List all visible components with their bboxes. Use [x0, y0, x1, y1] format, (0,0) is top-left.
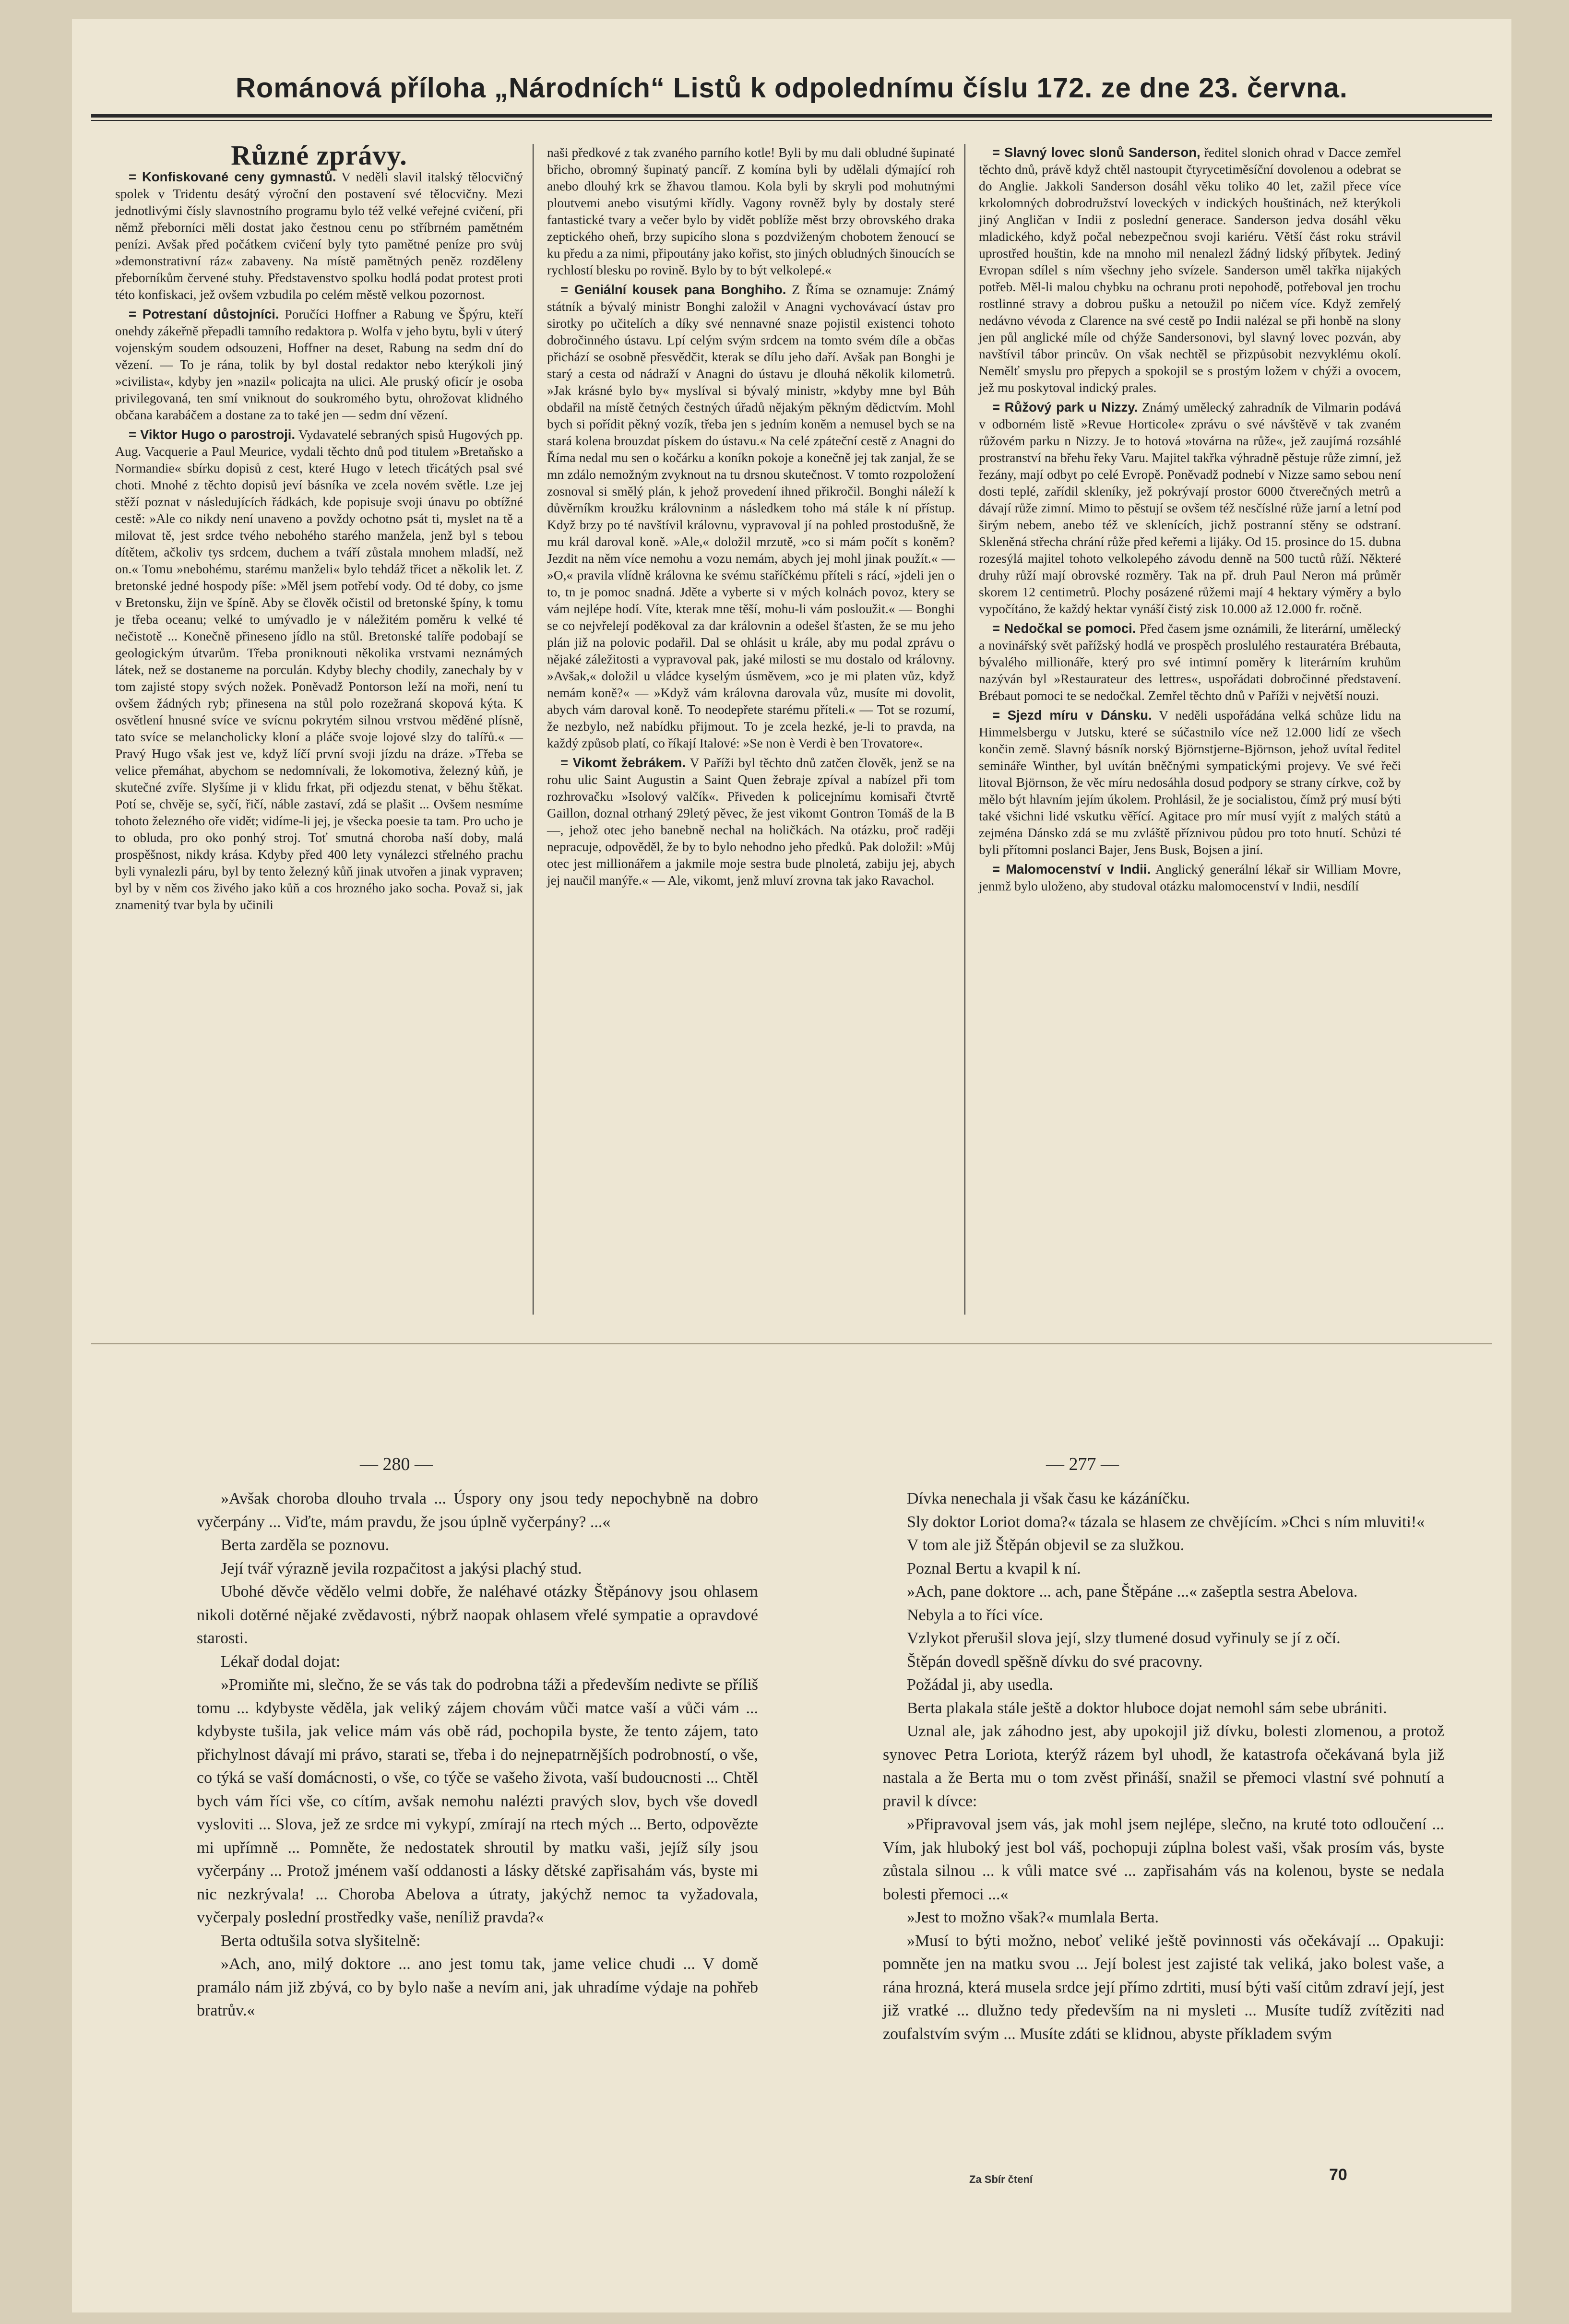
novel-paragraph: »Ach, ano, milý doktore ... ano jest tomu tak, jame velice chudi ... V domě pramálo nám již zbývá, co by bylo naše a nevím ani, jak uhradíme výdaje na pohřeb bratrův.« [197, 1955, 758, 2019]
novel-paragraph: Berta plakala stále ještě a doktor hluboce dojat nemohl sám sebe ubrániti. [907, 1699, 1387, 1717]
article-text: V neděli slavil italský tělocvičný spolek v Tridentu desátý výroční den postavení své tělocvičny. Mezi jednotlivými čísly slavnostního programu bylo též velké veřejné cvičení, při němž přeborníci měli dostat jako čestnou cenu po stříbrném pamětném penízi. Avšak před počátkem cvičení byly tyto pamětné peníze pro svůj »demonstrativní ráz« zabaveny. Na místě pamětných peněz rozděleny přeborníkům červené stuhy. Představenstvo spolku hodlá podat protest proti této konfiskaci, jež ovšem vzbudila po celém městě velkou pozornost. [115, 169, 523, 302]
article-bonghi [547, 281, 955, 751]
novel-paragraph: Berta zarděla se poznovu. [221, 1536, 390, 1554]
novel-paragraph: »Promiňte mi, slečno, že se vás tak do podrobna táži a především nedivte se příliš tomu ... kdybyste věděla, jak veliký zájem chovám vůči matce vaší a vůči vám ... kdybyste tušila, jak velice mám vás obě rád, pochopila byste, že tento zájem, tato přichylnost dávají mi právo, starati se, třeba i do nejnepatrnějších podrobností, o vše, co týká se vaší domácnosti, o vše, co týče se vašeho života, vaší budoucnosti ... Chtěl bych vám říci vše, co cítím, avšak nemohu nalézti pravých slov, bych vše dovedl vysloviti ... Slova, jež ze srdce mi vykypí, zmírají na rtech mých ... Berto, odpovězte mi upřímně ... Pomněte, že nedostatek shroutil by matku vaši, jejíž síly jsou vyčerpány ... Protož jménem vaší oddanosti a lásky dětské zapřisahám vás, byste mi nic nezkrývala! ... Choroba Abelova a útraty, jakýchž nemoc ta vyžadovala, vyčerpaly poslední prostředky vaše, neníliž pravda?« [197, 1676, 758, 1926]
lower-right-column [883, 1487, 1444, 2046]
article-text: Vydavatelé sebraných spisů Hugových pp. Aug. Vacquerie a Paul Meurice, vydali těchto dnů pod titulem »Bretaňsko a Normandie« sbírku dopisů z cest, které Hugo v letech třicátých psal své choti. Mnohé z těchto dopisů jeví básníka ve zcela novém světle. Lze jej stěží poznat v následujících řádkách, kde popisuje svoji únavu po obtížné cestě: »Ale co nikdy není unaveno a povždy ochotno psát ti, myslet na tě a milovat tě, jest srdce tvého nebohého starého manžela, jenž byl s tebou dítětem, ačkoliv tys srdcem, duchem a tváří zůstala mnohem mladší, než on.« Tomu »nebohému, starému manželi« bylo tehdáž třicet a několik let. Z bretonské jedné hospody píše: »Měl jsem potřebí vody. Od té doby, co jsme v Bretonsku, žijn ve špíně. Aby se člověk očistil od bretonské špíny, k tomu je třeba oceanu; velké to umývadlo je v náležitém poměru k velké té nečistotě ... Konečně přineseno jídlo na stůl. Bretonské talíře podobají se geologickým útvarům. Třeba proniknouti několika vrstvami neznámých látek, než se dostaneme na porculán. Kdyby blechy chodily, zanechaly by v tom zajisté stopy svých nožek. Poněvadž Pontorson leží na moři, není tu ovšem žádných ryb; přinesena na stůl polo rozežraná skopová kýta. K osvětlení hnusné svíce ve svícnu pokrytém silnou vrstvou měděné plísně, tato svíce se melancholicky kloní a pláče svoje lojové slzy do talířů.« — Pravý Hugo však jest ve, když líčí první svoji jízdu na dráze. »Třeba se velice přemáhat, abychom se nedomnívali, že lokomotiva, železný kůň, je skutečné zvíře. Slyšíme ji v klidu frkat, při odjezdu stenat, v běhu štěkat. Potí se, chvěje se, syčí, řičí, náble zastaví, zdá se plašit ... Ovšem nesmíme tohoto železného oře vidět; vidíme-li jej, je všecka poesie ta tam. Pro ucho je to obluda, pro oko ponhý stroj. Toť smutná choroba naší doby, malá prospěšnost, nikdy krása. Kdyby před 400 lety vynálezci střelného prachu byli vynalezli páru, byl by tento železný kůň jinak utvořen a jinak vypraven; byl by v něm cos živého jako kůň a cos hrozného jako socha. Považ si, jak znamenitý tvar byla by učinili [115, 427, 523, 912]
article-viktor-hugo [115, 426, 523, 913]
top-column-2 [547, 144, 955, 891]
article-text: Anglický generální lékař sir William Movre, jenmž bylo uloženo, aby studoval otázku malomocenství v Indii, nesdílí [979, 862, 1401, 893]
article-heading: = Nedočkal se pomoci. [992, 621, 1136, 636]
top-column-3 [979, 144, 1401, 897]
article-text: V Paříži byl těchto dnů zatčen člověk, jenž se na rohu ulic Saint Augustin a Saint Quen žebraje zpíval a nabízel při tom rozhrovačku »Isolový valčík«. Přiveden k policejnímu komisaři čtvrtě Gaillon, doznal otrhaný 29letý pěvec, že jest vikomt Gontron Tomáš de la B—, jehož otec jeho banebně nechal na holičkách. Na otázku, proč raději nepracuje, odpověděl, že by to bylo nehodno jeho předků. Pak doložil: »Můj otec jest millionářem a jakmile moje sestra bude plnoletá, zabiju jej, abych jej naučil manýře.« — Ale, vikomt, jenž mluví zrovna tak jako Ravachol. [547, 755, 955, 888]
novel-paragraph: »Avšak choroba dlouho trvala ... Úspory ony jsou tedy nepochybně na dobro vyčerpány ... Viďte, mám pravdu, že jsou úplně vyčerpány? ...« [197, 1490, 758, 1531]
article-text: V neděli uspořádána velká schůze lidu na Himmelsbergu v Jutsku, které se súčastnilo více než 12.000 lidí ze všech končin země. Slavný básník norský Björnstjerne-Björnson, jehož uvítal ředitel semináře Winther, byl uvítán bněčnými sympatickými projevy. Ve své řeči litoval Björnson, že věc míru nedosáhla dosud podpory se strany církve, což by mělo být hlavním jejím úkolem. Prohlásil, že je socialistou, čímž prý musí býti také všichni lidé vskutku věřící. Agitace pro mír musí vyjít z malých států a zejména Dánsko zdá se mu zvláště příznivou půdou pro toto hnutí. Schůzi té byli přítomni poslanci Bajer, Jens Busk, Bojsen a jiní. [979, 708, 1401, 857]
column-divider [964, 144, 965, 1315]
novel-paragraph: V tom ale již Štěpán objevil se za služkou. [907, 1536, 1185, 1554]
novel-paragraph: Její tvář výrazně jevila rozpačitost a jakýsi plachý stud. [221, 1559, 582, 1577]
novel-paragraph: Dívka nenechala ji však času ke kázáníčku. [907, 1490, 1190, 1507]
article-heading: = Konfiskované ceny gymnastů. [129, 169, 336, 184]
section-title: Různé zprávy. [231, 140, 407, 171]
article-heading: = Vikomt žebrákem. [560, 755, 686, 770]
article-text: Známý umělecký zahradník de Vilmarin podává v odborném listě »Revue Horticole« zprávu o své návštěvě v tak zvaném růžovém parku n Nizzy. Je to hotová »továrna na růže«, jež zaujímá rozsáhlé prostranství na břehu řeky Varu. Majitel takřka výhradně pěstuje růže zimní, jež řezány, mají odbyt po celé Evropě. Poněvadž podnebí v Nizze samo sebou není dosti teplé, zařídil skleníky, jež pokrývají prostor 6000 čtverečných metrů a dávají růže zimní. Mimo to pěstují se ovšem též nesčíslné růže jarní a letní pod širým nebem, anebo též ve sklenících, jichž postranní stěny se odstraní. Skleněná střecha chrání růže před keřemi a lijáky. Od 15. prosince do 15. dubna rozesýlá majitel tohoto velkolepého závodu denně na 500 tuctů růží. Některé druhy růží mají obrovské rozměry. Tak na př. druh Paul Neron má průměr skorem 12 centimetrů. Plochy posázené růžemi mají 4 hektary výměry a bylo vypočítáno, že každý hektar vynáší čistý zisk 10.000 až 12.000 fr. ročně. [979, 400, 1402, 616]
article-sjezd-miru [979, 707, 1401, 858]
article-heading: = Viktor Hugo o parostroji. [129, 427, 296, 442]
novel-paragraph: Štěpán dovedl spěšně dívku do své pracovny. [907, 1652, 1203, 1671]
novel-paragraph: Nebyla a to říci více. [907, 1606, 1044, 1624]
article-heading: = Růžový park u Nizzy. [992, 400, 1138, 415]
article-heading: = Malomocenství v Indii. [992, 862, 1151, 877]
novel-paragraph: Vzlykot přerušil slova její, slzy tlumené dosud vyřinuly se jí z očí. [907, 1629, 1341, 1647]
article-heading: = Sjezd míru v Dánsku. [992, 708, 1152, 723]
sheet-number: 70 [1329, 2166, 1347, 2184]
article-text: ředitel slonich ohrad v Dacce zemřel těchto dnů, právě když chtěl nastoupit čtyrycetiměsíční dovolenou a odebrat se do Anglie. Jakkoli Sanderson dosáhl věku toliko 40 let, zažil přece více krkolomných dobrodružství loveckých v indických houštinách, než kterýkoli jiný Angličan v Indii z poslední generace. Sanderson jedva dosáhl věku mladického, když počal nebezpečnou svoji kariéru. Větší část roku strávil uprostřed houštin, kde na mnoho mil nenalezl žádný lidský příbytek. Jediný Evropan sdílel s ním všechny jeho svízele. Sanderson uměl takřka nijakých potřeb. Měl-li malou chybku na ochranu proti nepohodě, potřeboval jen trochu rostlinné stravy a dobrou pušku a netoužil po ničem více. Když zemřelý nedávno vévoda z Clarence na své cestě po Indii nalézal se při honbě na slony jen půl anglické míle od chýže Sandersonovi, byl slavný lovec pozván, aby navštívil tábor princův. On však nechtěl se přizpůsobit nezvyklému okolí. Nemělť smyslu pro přepych a spokojil se s prostým ložem v chýži a ovocem, jež mu poskytoval indický prales. [979, 145, 1402, 395]
novel-paragraph: Berta odtušila sotva slyšitelně: [221, 1932, 421, 1950]
article-ruzovy-park [979, 399, 1401, 617]
novel-paragraph: Sly doktor Loriot doma?« tázala se hlasem ze chvějícím. »Chci s ním mluviti!« [907, 1513, 1425, 1531]
article-continuation: naši předkové z tak zvaného parního kotle! Byli by mu dali obludné šupinaté břicho, obromný šupinatý pancíř. Z komína byli by udělali dýmající roh anebo dlouhý krk se žhavou tlamou. Kola byli by skryli pod mohutnými ploutvemi anebo visutými křídly. Vagony rovněž byly by dostaly steré fantastické tvary a večer bylo by vidět poblíže měst brzy obrovského draka zeptického oheň, brzy supicího slona s pozdviženým chobotem ženoucí se ku předu a za nimi, připoutány jako kořist, sto jiných obludných šinoucích se rychlostí blesku po rovině. Bylo by to být velkolepé.« [547, 145, 955, 277]
printer-signature: Za Sbír čtení [969, 2173, 1033, 2185]
novel-paragraph: Lékař dodal dojat: [221, 1652, 341, 1671]
article-sanderson [979, 144, 1401, 396]
lower-left-column [197, 1487, 758, 2023]
newspaper-page [72, 19, 1511, 2312]
masthead: Románová příloha „Národních“ Listů k odpolednímu číslu 172. ze dne 23. června. [236, 72, 1348, 104]
article-text: Poručíci Hoffner a Rabung ve Špýru, kteří onehdy zákeřně přepadli tamního redaktora p. Wolfa v jeho bytu, byli v úterý vojenským soudem odsouzeni, Hoffner na deset, Rabung na sedm dní do vězení. — To je rána, tolik by byl dostal redaktor nebo kterýkoli jiný »civilista«, kdyby jen »nazil« policajta na ulici. Ale pruský oficír je osoba privilegovaná, ten smí vniknout do soukromého bytu, ohrožovat klidného občana karabáčem a dostane za to také jen — sedm dní vězení. [115, 307, 523, 422]
section-separator [91, 1343, 1492, 1344]
right-page-number: — 277 — [1046, 1454, 1119, 1474]
top-column-1 [115, 140, 523, 916]
novel-paragraph: Poznal Bertu a kvapil k ní. [907, 1559, 1081, 1577]
left-page-number: — 280 — [360, 1454, 433, 1474]
novel-paragraph: »Musí to býti možno, neboť veliké ještě povinnosti vás očekávají ... Opakuji: pomněte jen na matku svou ... Její bolest jest zajisté tak veliká, jako bolest vaše, a rána hrozná, která musela srdce její přímo zdrtiti, musí býti vaší citům zdraví její, jest již vratké ... dlužno tedy především na ni mysleti ... Musíte tudíž zvítěziti nad zoufalstvím svým ... Musíte zdáti se klidnou, abyste příkladem svým [883, 1932, 1444, 2043]
article-text: Z Říma se oznamuje: Známý státník a bývalý ministr Bonghi založil v Anagni vychovávací ústav pro sirotky po učitelích a díky své nennavné snaze pojistil existenci tohoto dobročinného ústavu. Lpí celým svým srdcem na tomto svém díle a občas přichází se osobně přesvědčit, kterak se dílu jeho daří. Avšak pan Bonghi je starý a cesta od nádraží v Anagni do ústavu je dlouhá několik kilometrů. »Jak krásné bylo by« myslíval si bývalý ministr, »kdyby mne byl Bůh obdařil na místě četných čestných úřadů nějakým pěkným dědictvím. Mohl bych si pořídit pěkný vozík, třeba jen s jedním koněm a nemusel bych se na stará kolena brouzdat pískem do ústavu.« Na celé zpáteční cestě z Anagni do Říma nedal mu sen o kočárku a koníkn pokoje a konečně jej tak zanjal, že se mn zdálo nemožným zvyknout na tu drsnou skutečnost. V tomto rozpoložení zosnoval si smělý plán, k jehož provedení ihned přikročil. Bonghi náleží k důvěrníkm kroužku královninm a následkem toho má stále k ní přístup. Když brzy po té navštívil královnu, vypravoval jí na pohled prostodušně, že mu král daroval koně. »Ale,« doložil mrzutě, »co si mám počít s koněm? Jezdit na něm více nemohu a vozu nemám, abych jej mohl jinak použít.« — »O,« pravila vlídně královna ke svému staříčkému příteli s rácí, »jdeli jen o to, tn je pomoc snadná. Jděte a vyberte si v mých kolnách povoz, ktery se vám nejlépe hodí. Víte, kterak mne těší, mohu-li vám posloužit.« — Bonghi se co nejvřelejí poděkoval za dar královnin a odešel šťasten, že se mu jeho plán již na polovic podařil. Dal se ohlásit u krále, aby mu podal zprávu o nějaké záležitosti a vypravoval pak, jaké milosti se mu dostalo od královny. »Avšak,« doložil u vládce kyselým úsměvem, »co je mi platen vůz, když nemám koně?« — »Když vám královna darovala vůz, musíte mi dovolit, abych vám daroval koně. To neodepřete starému příteli.« — Tot se rozumí, že nezbylo, než nabídku přijmout. To je zcela hezké, je-li to pravda, na každý způsob platí, co říkají Italové: »Se non è Verdi è ben Trovatore«. [547, 282, 955, 750]
article-nedockal [979, 620, 1401, 704]
novel-paragraph: »Jest to možno však?« mumlala Berta. [907, 1909, 1159, 1926]
masthead-rule-thin [91, 120, 1492, 121]
article-heading: = Geniální kousek pana Bonghiho. [560, 282, 786, 297]
article-vikomt [547, 754, 955, 889]
article-malomocenstvi [979, 861, 1401, 894]
novel-paragraph: Uznal ale, jak záhodno jest, aby upokojil již dívku, bolesti zlomenou, a protož synovec Petra Loriota, kterýž rázem byl uhodl, že katastrofa očekávaná byla již nastala a že Berta mu o tom zvěst přináší, snažil se přemoci vlastní své pohnutí a pravil k dívce: [883, 1722, 1444, 1810]
article-heading: = Potrestaní důstojníci. [129, 307, 279, 321]
masthead-rule [91, 114, 1492, 118]
novel-paragraph: Požádal ji, aby usedla. [907, 1676, 1053, 1694]
article-heading: = Slavný lovec slonů Sanderson, [992, 145, 1201, 160]
column-divider [533, 144, 534, 1315]
article-konfiskovane-ceny [115, 168, 523, 303]
novel-paragraph: Ubohé děvče vědělo velmi dobře, že naléhavé otázky Štěpánovy jsou ohlasem nikoli dotěrné nějaké zvědavosti, nýbrž naopak ohlasem vřelé sympatie a opravdové starosti. [197, 1583, 758, 1647]
article-text: Před časem jsme oznámili, že literární, umělecký a novinářský svět pařížský hodlá ve prospěch proslulého restauratéra Brébauta, bývalého millionáře, který pro své intimní poměry k literárním kruhům nazýván byl »Restaurateur des lettres«, uspořádati dobročinné představení. Brébaut pomoci te se nedočkal. Zemřel těchto dnů v Paříži v největší nouzi. [979, 621, 1402, 703]
novel-paragraph: »Připravoval jsem vás, jak mohl jsem nejlépe, slečno, na kruté toto odloučení ... Vím, jak hluboký jest bol váš, pochopuji zúplna bolest vaši, však prosím vás, byste zůstala silnou ... k vůli matce své ... zapřisahám vás na kolenou, byste se nedala bolesti přemoci ...« [883, 1815, 1444, 1903]
novel-paragraph: »Ach, pane doktore ... ach, pane Štěpáne ...« zašeptla sestra Abelova. [907, 1583, 1358, 1601]
article-potrestani-dustojnici [115, 306, 523, 423]
